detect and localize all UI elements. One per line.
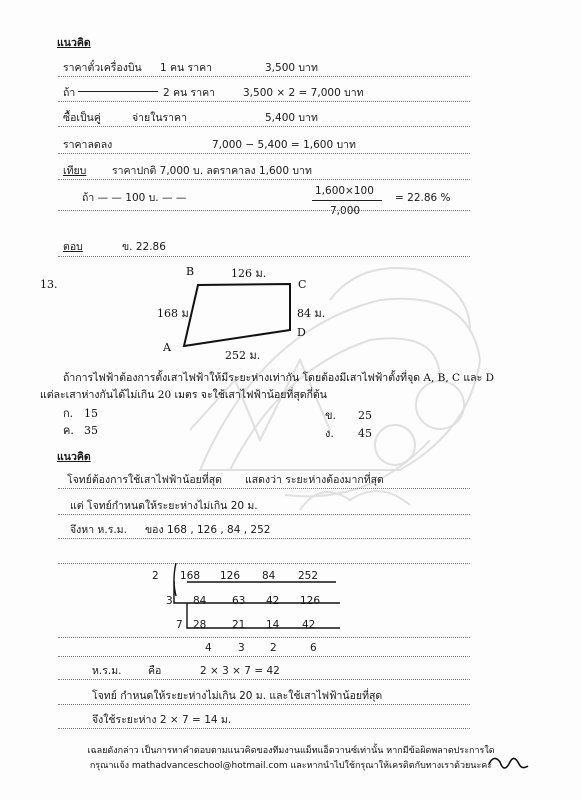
reason-line-1b: แสดงว่า ระยะห่างต้องมากที่สุด: [245, 474, 384, 486]
hcf-word: คือ: [148, 665, 162, 677]
division-cell: 126: [300, 595, 321, 607]
division-cell: 252: [298, 570, 319, 582]
reason-line-5: โจทย์ กำหนดให้ระยะห่างไม่เกิน 20 ม. และใช้เสาไฟฟ้าน้อยที่สุด: [92, 690, 383, 702]
division-cell: 42: [302, 619, 316, 631]
ruled-line: [58, 656, 470, 657]
division-cell: 84: [262, 570, 276, 582]
divisor: 3: [166, 595, 173, 607]
choice-c-label: ค.: [63, 424, 74, 437]
choice-d-label: ง.: [325, 427, 334, 440]
side-ab-label: 168 ม.: [157, 307, 193, 320]
hcf-expression: 2 × 3 × 7 = 42: [200, 665, 280, 677]
side-bc-label: 126 ม.: [231, 267, 267, 280]
answer-value: ข. 22.86: [122, 241, 166, 253]
choice-d-value: 45: [358, 427, 372, 440]
division-cell: 4: [205, 642, 212, 654]
side-cd-label: 84 ม.: [297, 307, 326, 320]
divisor: 2: [152, 570, 159, 582]
work-line-3-label: ซื้อเป็นคู่: [63, 112, 101, 124]
footer-note-line-1: เฉลยดังกล่าว เป็นการหาคำตอบตามแนวคิดของทีมงานแม็ทแอ็ดวานซ์เท่านั้น หากมีข้อผิดพลาดประการใด: [87, 746, 495, 756]
work-line-2-mid: 2 คน ราคา: [163, 87, 216, 99]
signature-scribble: [486, 752, 530, 778]
reason-line-2: แต่ โจทย์กำหนดให้ระยะห่างไม่เกิน 20 ม.: [70, 500, 258, 512]
ratio-result: = 22.86 %: [395, 192, 451, 204]
division-cell: 14: [266, 619, 280, 631]
division-cell: 84: [193, 595, 207, 607]
choice-b-label: ข.: [325, 409, 337, 422]
division-cell: 168: [180, 570, 201, 582]
choice-c-value: 35: [84, 424, 98, 437]
divisor: 7: [176, 619, 183, 631]
division-cell: 6: [310, 642, 317, 654]
work-line-3-value: 5,400 บาท: [265, 112, 318, 124]
side-ad-label: 252 ม.: [225, 349, 261, 362]
work-line-1-mid: 1 คน ราคา: [160, 62, 213, 74]
ratio-numerator: 1,600×100: [315, 185, 374, 197]
work-line-1-label: ราคาตั๋วเครื่องบิน: [63, 62, 142, 74]
solution-header: แนวคิด: [57, 451, 91, 463]
vertex-b-label: B: [186, 265, 195, 278]
ruled-line: [58, 704, 470, 705]
question-line-1: ถ้าการไฟฟ้าต้องการตั้งเสาไฟฟ้าให้มีระยะห่างเท่ากัน โดยต้องมีเสาไฟฟ้าตั้งที่จุด A, B, C และ D: [63, 372, 495, 384]
problem-number: 13.: [40, 278, 58, 291]
compare-text: ราคาปกติ 7,000 บ. ลดราคาลง 1,600 บาท: [112, 165, 312, 177]
division-cell: 28: [193, 619, 207, 631]
division-cell: 42: [266, 595, 280, 607]
division-cell: 63: [232, 595, 246, 607]
work-line-4-value: 7,000 − 5,400 = 1,600 บาท: [212, 139, 356, 151]
reason-line-6: จึงใช้ระยะห่าง 2 × 7 = 14 ม.: [92, 714, 232, 726]
choice-a-label: ก.: [63, 407, 74, 420]
division-cell: 3: [238, 642, 245, 654]
ratio-left: ถ้า — — 100 บ. — —: [82, 192, 187, 204]
vertex-d-label: D: [297, 326, 306, 339]
ruled-line: [58, 637, 470, 638]
division-cell: 126: [220, 570, 241, 582]
hcf-label: ห.ร.ม.: [92, 665, 122, 677]
answer-label: ตอบ: [63, 241, 83, 253]
division-cell: 21: [232, 619, 246, 631]
footer-note-line-2: กรุณาแจ้ง mathadvanceschool@hotmail.com และหากนำไปใช้กรุณาให้เครดิตกับทางเราด้วยนะคะ: [89, 761, 493, 771]
ruled-line: [58, 679, 470, 680]
reason-line-3a: จึงหา ห.ร.ม.: [70, 524, 127, 536]
vertex-c-label: C: [298, 278, 307, 291]
solution-header: แนวคิด: [57, 37, 91, 49]
compare-label: เทียบ: [63, 165, 87, 177]
reason-line-1a: โจทย์ต้องการใช้เสาไฟฟ้าน้อยที่สุด: [67, 474, 222, 486]
reason-line-3b: ของ 168 , 126 , 84 , 252: [145, 524, 271, 536]
division-cell: 2: [270, 642, 277, 654]
question-line-2: แต่ละเสาห่างกันได้ไม่เกิน 20 เมตร จะใช้เสาไฟฟ้าน้อยที่สุดกี่ต้น: [40, 389, 327, 401]
work-line-2-label: ถ้า: [63, 87, 76, 99]
ratio-denominator: 7,000: [330, 205, 361, 217]
work-line-1-value: 3,500 บาท: [265, 62, 318, 74]
work-line-4-label: ราคาลดลง: [63, 139, 113, 151]
work-line-2-value: 3,500 × 2 = 7,000 บาท: [243, 87, 364, 99]
work-line-3-mid: จ่ายในราคา: [132, 112, 187, 124]
choice-b-value: 25: [358, 409, 372, 422]
ruled-line: [58, 728, 470, 729]
choice-a-value: 15: [84, 407, 98, 420]
vertex-a-label: A: [163, 341, 171, 354]
